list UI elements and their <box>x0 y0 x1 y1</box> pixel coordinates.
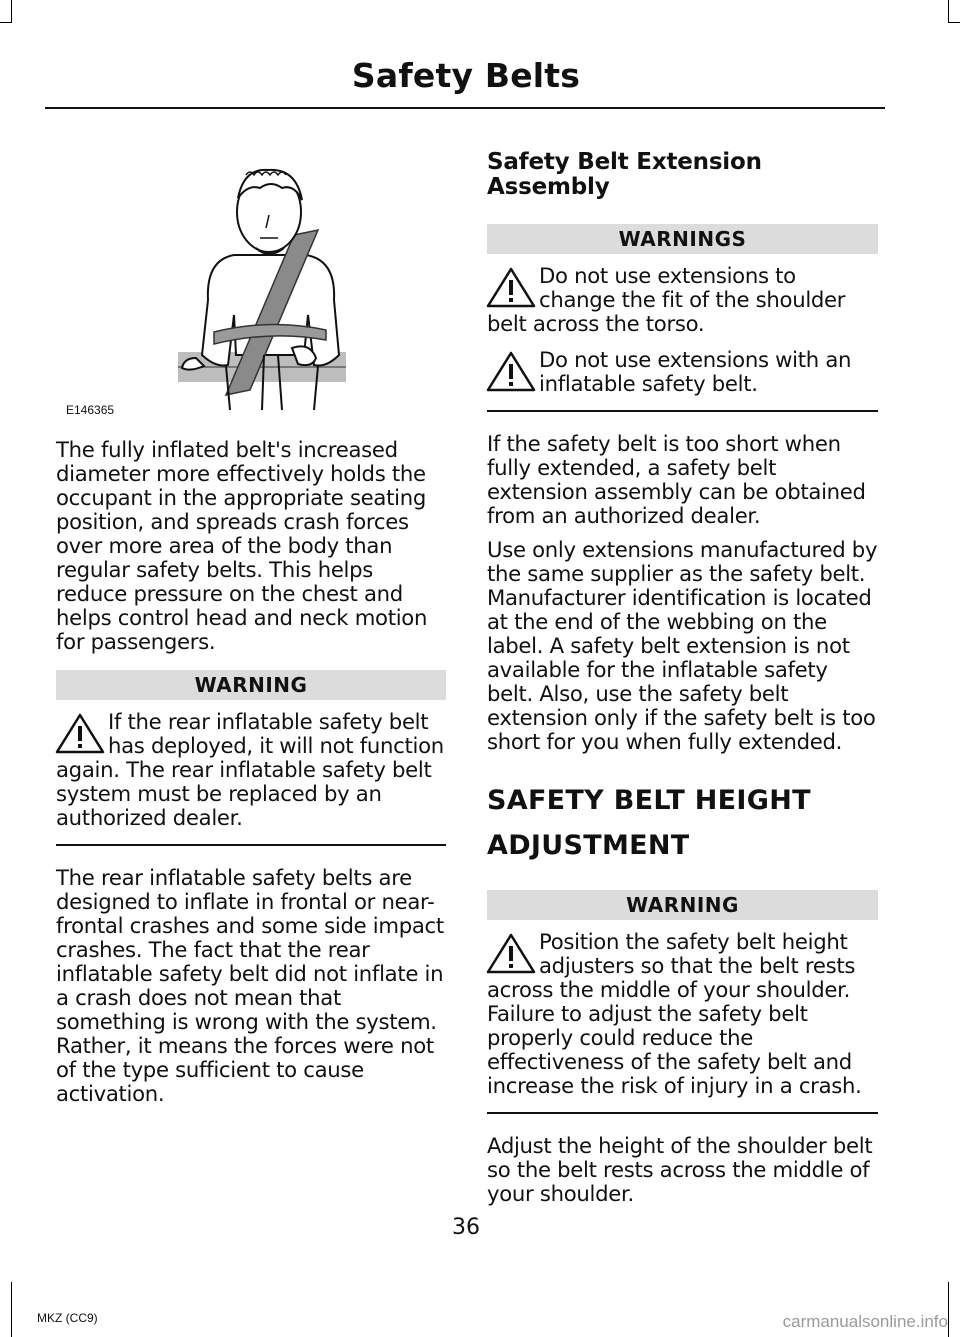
crop-mark <box>0 22 12 23</box>
model-code: MKZ (CC9) <box>37 1311 98 1325</box>
warning-text: Do not use extensions to change the fit of the shoulder belt across the torso. <box>487 263 846 336</box>
crop-mark <box>11 1282 12 1337</box>
warnings-box <box>487 224 878 412</box>
warnings-heading: WARNINGS <box>487 224 878 254</box>
warning-triangle-icon <box>485 266 537 310</box>
warning-divider <box>487 410 878 412</box>
warning-text: Position the safety belt height adjusters so that the belt rests across the middle of your shoulder. Failure to adjust the safety belt properly could reduce the effectiveness of the safety belt and increase the risk of injury in a crash. <box>487 929 862 1098</box>
rear-inflatable-paragraph: The rear inflatable safety belts are designed to inflate in frontal or near-frontal crashes and some side impact crashes. The fact that the rear inflatable safety belt did not inflate in a crash does not mean that something is wrong with the system. Rather, it means the forces were not of the type sufficient to cause activation. <box>56 865 444 1106</box>
warning-heading: WARNING <box>487 890 878 920</box>
warning-item <box>487 930 878 1098</box>
warning-box <box>487 890 878 1114</box>
left-column <box>56 140 446 1116</box>
warning-text: Do not use extensions with an inflatable safety belt. <box>539 347 852 396</box>
too-short-paragraph: If the safety belt is too short when fully extended, a safety belt extension assembly can be obtained from an authorized dealer. <box>487 431 866 528</box>
crop-mark <box>948 1282 949 1337</box>
watermark: carmanualsonline.info <box>782 1312 948 1331</box>
height-adjustment-heading <box>487 778 878 868</box>
header-divider <box>45 107 885 109</box>
adjust-height-paragraph: Adjust the height of the shoulder belt so the belt rests across the middle of your shoulder. <box>487 1133 873 1206</box>
warning-item <box>487 264 878 336</box>
extensions-paragraph: Use only extensions manufactured by the same supplier as the safety belt. Manufacturer identification is located at the end of the webbing on the label. A safety belt extension is not available for the inflatable safety belt. Also, use the safety belt extension only if the safety belt is too short for you when fully extended. <box>487 537 878 754</box>
crop-mark <box>948 0 949 22</box>
heading-line-1: SAFETY BELT HEIGHT <box>487 785 811 816</box>
figure-code: E146365 <box>66 403 115 417</box>
warning-item <box>487 348 878 396</box>
crop-mark <box>11 0 12 22</box>
warning-heading: WARNING <box>56 670 446 700</box>
warning-box <box>56 670 446 846</box>
crop-mark <box>948 22 960 23</box>
heading-line-2: ADJUSTMENT <box>487 830 690 861</box>
warning-text: If the rear inflatable safety belt has deployed, it will not function again. The rear inflatable safety belt system must be replaced by an authorized dealer. <box>56 709 444 830</box>
right-column <box>487 150 878 1216</box>
warning-triangle-icon <box>485 350 537 394</box>
child-belt-drawing <box>56 140 446 425</box>
warning-triangle-icon <box>54 712 106 756</box>
inflated-belt-paragraph: The fully inflated belt's increased diameter more effectively holds the occupant in the appropriate seating position, and spreads crash forces over more area of the body than regular safety belts. This helps reduce pressure on the chest and helps control head and neck motion for passengers. <box>56 437 428 654</box>
warning-triangle-icon <box>485 932 537 976</box>
child-safety-belt-illustration <box>56 140 446 425</box>
warning-divider <box>487 1112 878 1114</box>
page-title: Safety Belts <box>351 56 581 95</box>
warning-divider <box>56 844 446 846</box>
warning-item <box>56 710 446 830</box>
page-number: 36 <box>452 1215 480 1240</box>
extension-assembly-heading: Safety Belt Extension Assembly <box>487 149 762 200</box>
